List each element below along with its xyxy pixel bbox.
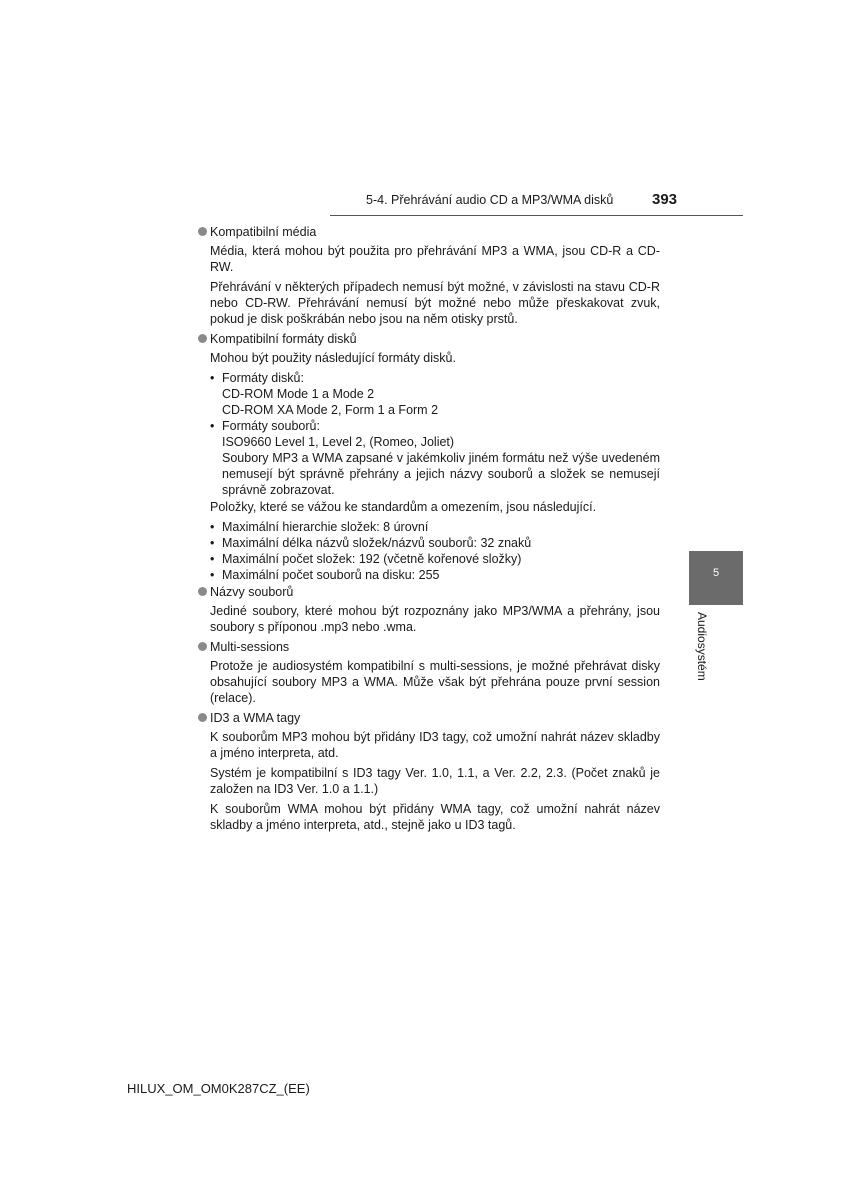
- page-content: [198, 224, 660, 837]
- section-heading: [198, 639, 660, 655]
- list-subline: Soubory MP3 a WMA zapsané v jakémkoliv jiném formátu než výše uvedeném nemusejí být správně přehrány a jejich názvy souborů a složek se nemusejí správně zobrazovat.: [222, 451, 660, 497]
- chapter-tab: [689, 551, 743, 605]
- section-heading: [198, 331, 660, 347]
- list-subline: CD-ROM Mode 1 a Mode 2: [222, 387, 375, 401]
- circle-bullet-icon: [198, 334, 207, 343]
- list-item: [210, 535, 660, 551]
- circle-bullet-icon: [198, 713, 207, 722]
- heading-text: ID3 a WMA tagy: [210, 711, 301, 725]
- paragraph: Položky, které se vážou ke standardům a omezením, jsou následující.: [210, 500, 597, 514]
- limits-list: [210, 519, 660, 583]
- section-heading: [198, 710, 660, 726]
- list-item-label: Formáty souborů:: [222, 419, 320, 433]
- paragraph: Systém je kompatibilní s ID3 tagy Ver. 1.0, 1.1, a Ver. 2.2, 2.3. (Počet znaků je založen na ID3 Ver. 1.0 a 1.1.): [210, 766, 660, 796]
- list-item-text: Maximální hierarchie složek: 8 úrovní: [222, 520, 429, 534]
- heading-text: Kompatibilní formáty disků: [210, 332, 357, 346]
- paragraph: Protože je audiosystém kompatibilní s multi-sessions, je možné přehrávat disky obsahující soubory MP3 a WMA. Může však být přehrána pouze první session (relace).: [210, 659, 660, 705]
- paragraph: K souborům WMA mohou být přidány WMA tagy, což umožní nahrát název skladby a jméno interpreta, atd., stejně jako u ID3 tagů.: [210, 802, 660, 832]
- list-subline: ISO9660 Level 1, Level 2, (Romeo, Joliet): [222, 435, 455, 449]
- list-item-text: Maximální počet složek: 192 (včetně kořenové složky): [222, 552, 522, 566]
- section-title: 5-4. Přehrávání audio CD a MP3/WMA disků: [366, 193, 614, 207]
- list-item-label: Formáty disků:: [222, 371, 304, 385]
- heading-text: Multi-sessions: [210, 640, 290, 654]
- chapter-number: 5: [712, 567, 720, 579]
- page-number: 393: [652, 191, 678, 208]
- heading-text: Názvy souborů: [210, 585, 294, 599]
- paragraph: Přehrávání v některých případech nemusí být možné, v závislosti na stavu CD-R nebo CD-RW. Přehrávání nemusí být možné nebo může přeskakovat zvuk, pokud je disk poškrábán nebo jsou na něm otisky prstů.: [210, 280, 660, 326]
- list-item-text: Maximální počet souborů na disku: 255: [222, 568, 440, 582]
- footer-code: HILUX_OM_OM0K287CZ_(EE): [127, 1081, 310, 1096]
- paragraph: Jediné soubory, které mohou být rozpoznány jako MP3/WMA a přehrány, jsou soubory s příponou .mp3 nebo .wma.: [210, 604, 660, 634]
- paragraph: Média, která mohou být použita pro přehrávání MP3 a WMA, jsou CD-R a CD-RW.: [210, 244, 660, 274]
- bullet-icon: •: [210, 371, 215, 385]
- circle-bullet-icon: [198, 587, 207, 596]
- section-heading: [198, 224, 660, 240]
- list-item: [210, 551, 660, 567]
- list-subline: CD-ROM XA Mode 2, Form 1 a Form 2: [222, 403, 439, 417]
- paragraph: K souborům MP3 mohou být přidány ID3 tagy, což umožní nahrát název skladby a jméno interpreta, atd.: [210, 730, 660, 760]
- list-item: [210, 370, 660, 386]
- format-list: [210, 370, 660, 498]
- heading-text: Kompatibilní média: [210, 225, 317, 239]
- bullet-icon: •: [210, 520, 215, 534]
- circle-bullet-icon: [198, 227, 207, 236]
- bullet-icon: •: [210, 568, 215, 582]
- section-heading: [198, 584, 660, 600]
- list-item: [210, 567, 660, 583]
- chapter-label: Audiosystém: [695, 612, 709, 681]
- circle-bullet-icon: [198, 642, 207, 651]
- bullet-icon: •: [210, 419, 215, 433]
- bullet-icon: •: [210, 536, 215, 550]
- header-rule: [330, 215, 743, 216]
- list-item: [210, 418, 660, 434]
- list-item-text: Maximální délka názvů složek/názvů souborů: 32 znaků: [222, 536, 532, 550]
- list-item: [210, 519, 660, 535]
- bullet-icon: •: [210, 552, 215, 566]
- paragraph: Mohou být použity následující formáty disků.: [210, 351, 456, 365]
